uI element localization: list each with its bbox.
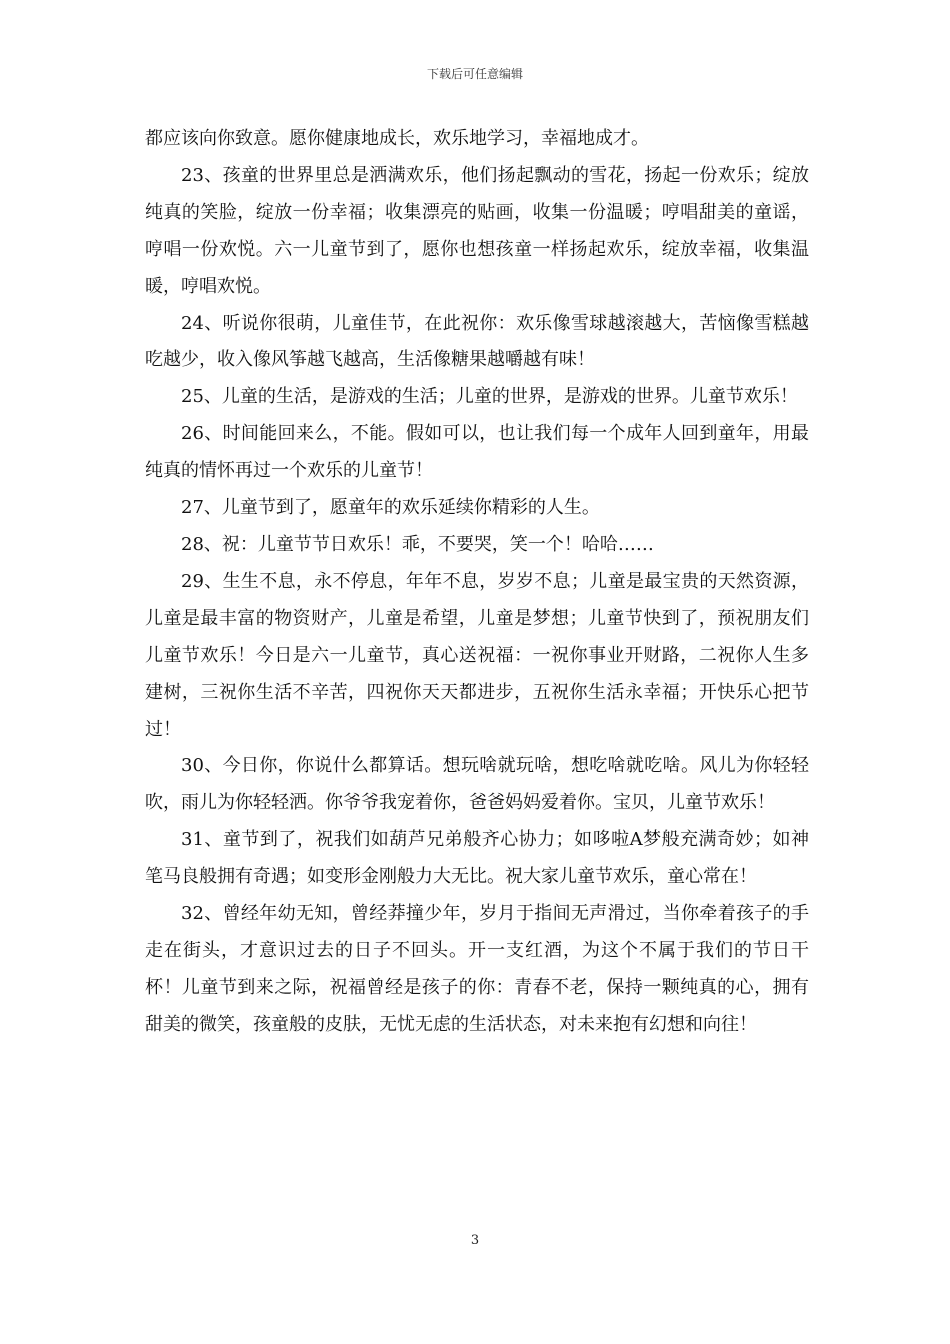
paragraph-item-29: 29、生生不息，永不停息，年年不息，岁岁不息；儿童是最宝贵的天然资源，儿童是最丰富的物资财产，儿童是希望，儿童是梦想；儿童节快到了，预祝朋友们儿童节欢乐！今日是六一儿童节，真心送祝福：一祝你事业开财路，二祝你人生多建树，三祝你生活不辛苦，四祝你天天都进步，五祝你生活永幸福；开快乐心把节过！ (145, 570, 809, 740)
paragraph-item-32: 32、曾经年幼无知，曾经莽撞少年，岁月于指间无声滑过，当你牵着孩子的手走在街头，才意识过去的日子不回头。开一支红酒，为这个不属于我们的节日干杯！儿童节到来之际，祝福曾经是孩子的你：青春不老，保持一颗纯真的心，拥有甜美的微笑，孩童般的皮肤，无忧无虑的生活状态，对未来抱有幻想和向往！ (145, 903, 809, 1035)
page-number: 3 (470, 1233, 480, 1248)
document-body (145, 121, 809, 1044)
page-header: 下载后可任意编辑 (426, 67, 523, 81)
paragraph-item-25: 25、儿童的生活，是游戏的生活；儿童的世界，是游戏的世界。儿童节欢乐！ (181, 386, 798, 408)
paragraph-item-24: 24、听说你很萌，儿童佳节，在此祝你：欢乐像雪球越滚越大，苦恼像雪糕越吃越少，收入像风筝越飞越高，生活像糖果越嚼越有味！ (145, 312, 809, 371)
paragraph-item-28: 28、祝：儿童节节日欢乐！乖，不要哭，笑一个！哈哈…… (181, 533, 654, 555)
paragraph-item-31: 31、童节到了，祝我们如葫芦兄弟般齐心协力；如哆啦A梦般充满奇妙；如神笔马良般拥有奇遇；如变形金刚般力大无比。祝大家儿童节欢乐，童心常在！ (145, 829, 809, 888)
paragraph-item-23: 23、孩童的世界里总是洒满欢乐，他们扬起飘动的雪花，扬起一份欢乐；绽放纯真的笑脸，绽放一份幸福；收集漂亮的贴画，收集一份温暖；哼唱甜美的童谣，哼唱一份欢悦。六一儿童节到了，愿你也想孩童一样扬起欢乐，绽放幸福，收集温暖，哼唱欢悦。 (145, 164, 809, 297)
paragraph-continuation: 都应该向你致意。愿你健康地成长，欢乐地学习，幸福地成才。 (145, 128, 649, 149)
paragraph-item-30: 30、今日你，你说什么都算话。想玩啥就玩啥，想吃啥就吃啥。风儿为你轻轻吹，雨儿为你轻轻洒。你爷爷我宠着你，爸爸妈妈爱着你。宝贝，儿童节欢乐！ (145, 755, 809, 814)
paragraph-item-27: 27、儿童节到了，愿童年的欢乐延续你精彩的人生。 (181, 497, 600, 519)
paragraph-item-26: 26、时间能回来么，不能。假如可以，也让我们每一个成年人回到童年，用最纯真的情怀再过一个欢乐的儿童节！ (145, 423, 809, 482)
